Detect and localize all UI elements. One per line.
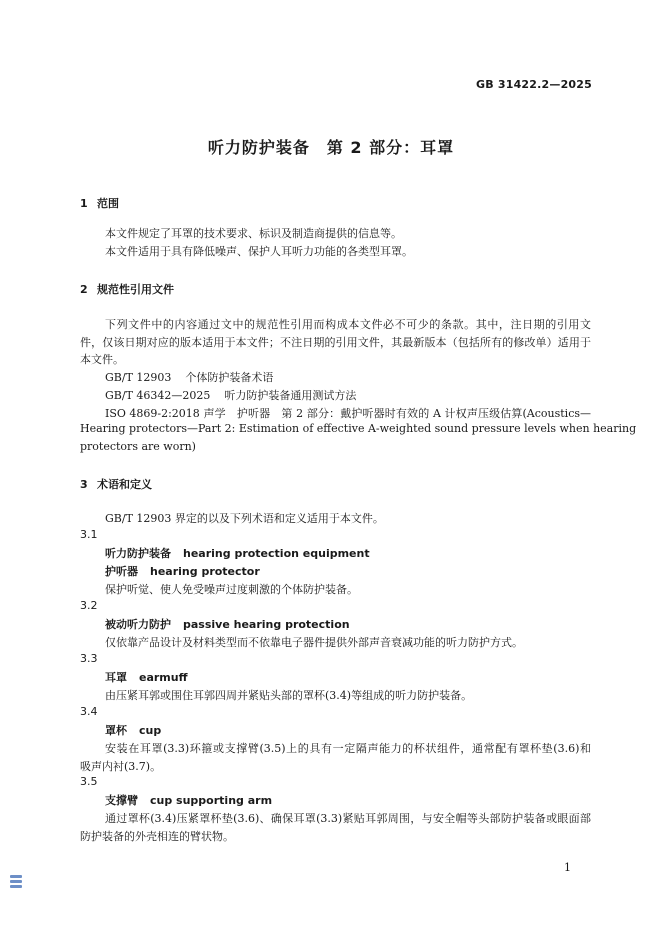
normative-intro-line: 件，仅该日期对应的版本适用于本文件；不注日期的引用文件，其最新版本（包括所有的修改单）适用于 [80, 336, 591, 349]
term-chinese: 被动听力防护 [105, 618, 171, 631]
section-heading-terms [80, 476, 152, 492]
term-number: 3.3 [80, 652, 98, 665]
section-number: 3 [80, 478, 88, 491]
term-definition: 防护装备的外壳相连的臂状物。 [80, 830, 234, 843]
term-english: passive hearing protection [183, 618, 350, 631]
term-number: 3.4 [80, 705, 98, 718]
term-definition: 吸声内衬(3.7)。 [80, 760, 162, 773]
section-heading-normative-references [80, 281, 174, 297]
term-definition: 保护听觉、使人免受噪声过度刺激的个体防护装备。 [105, 583, 358, 596]
term-number: 3.2 [80, 599, 98, 612]
document-title: 听力防护装备 第 2 部分：耳罩 [207, 138, 455, 157]
term-chinese: 支撑臂 [105, 794, 138, 807]
reference-code: ISO 4869-2:2018 [105, 407, 200, 420]
term-number: 3.5 [80, 775, 98, 788]
term-name [105, 545, 370, 561]
term-english: cup [139, 724, 162, 737]
normative-intro-line: 本文件。 [80, 353, 124, 366]
reference-entry [105, 369, 273, 385]
term-name [105, 722, 161, 738]
term-english: cup supporting arm [150, 794, 273, 807]
standard-number: GB 31422.2—2025 [476, 78, 592, 91]
term-name [105, 563, 260, 579]
term-chinese: 护听器 [105, 565, 138, 578]
terms-intro: GB/T 12903 界定的以及下列术语和定义适用于本文件。 [105, 512, 384, 525]
term-chinese: 耳罩 [105, 671, 127, 684]
publisher-logo-icon [10, 874, 22, 890]
scope-paragraph-1: 本文件规定了耳罩的技术要求、标识及制造商提供的信息等。 [105, 227, 402, 240]
term-name [105, 669, 188, 685]
reference-entry [80, 405, 591, 421]
reference-title: 声学 护听器 第 2 部分：戴护听器时有效的 A 计权声压级估算(Acoustics— [203, 407, 592, 420]
term-definition: 仅依靠产品设计及材料类型而不依靠电子器件提供外部声音衰减功能的听力防护方式。 [105, 636, 523, 649]
section-title: 范围 [97, 197, 119, 210]
term-english: earmuff [139, 671, 188, 684]
term-name [105, 616, 350, 632]
section-number: 2 [80, 283, 88, 296]
section-title: 规范性引用文件 [97, 283, 174, 296]
section-number: 1 [80, 197, 88, 210]
reference-entry [105, 387, 356, 403]
term-english: hearing protector [150, 565, 260, 578]
reference-title: 个体防护装备术语 [185, 371, 274, 384]
reference-continuation: protectors are worn) [80, 440, 196, 453]
term-name [105, 792, 272, 808]
reference-continuation: Hearing protectors—Part 2: Estimation of effective A-weighted sound pressure levels when hearing [80, 422, 637, 435]
scope-paragraph-2: 本文件适用于具有降低噪声、保护人耳听力功能的各类型耳罩。 [105, 245, 413, 258]
term-number: 3.1 [80, 528, 98, 541]
normative-intro-line: 下列文件中的内容通过文中的规范性引用而构成本文件必不可少的条款。其中，注日期的引用文 [105, 318, 591, 331]
term-definition: 安装在耳罩(3.3)环箍或支撑臂(3.5)上的具有一定隔声能力的杯状组件，通常配有罩杯垫(3.6)和 [105, 742, 591, 755]
reference-code: GB/T 12903 [105, 371, 172, 384]
reference-title: 听力防护装备通用测试方法 [224, 389, 357, 402]
term-chinese: 罩杯 [105, 724, 127, 737]
page-number: 1 [564, 861, 571, 874]
section-heading-scope [80, 195, 119, 211]
term-english: hearing protection equipment [183, 547, 370, 560]
term-definition: 由压紧耳郭或围住耳郭四周并紧贴头部的罩杯(3.4)等组成的听力防护装备。 [105, 689, 473, 702]
reference-code: GB/T 46342—2025 [105, 389, 211, 402]
section-title: 术语和定义 [97, 478, 152, 491]
term-definition: 通过罩杯(3.4)压紧罩杯垫(3.6)、确保耳罩(3.3)紧贴耳郭周围，与安全帽等头部防护装备或眼面部 [105, 812, 591, 825]
term-chinese: 听力防护装备 [105, 547, 171, 560]
